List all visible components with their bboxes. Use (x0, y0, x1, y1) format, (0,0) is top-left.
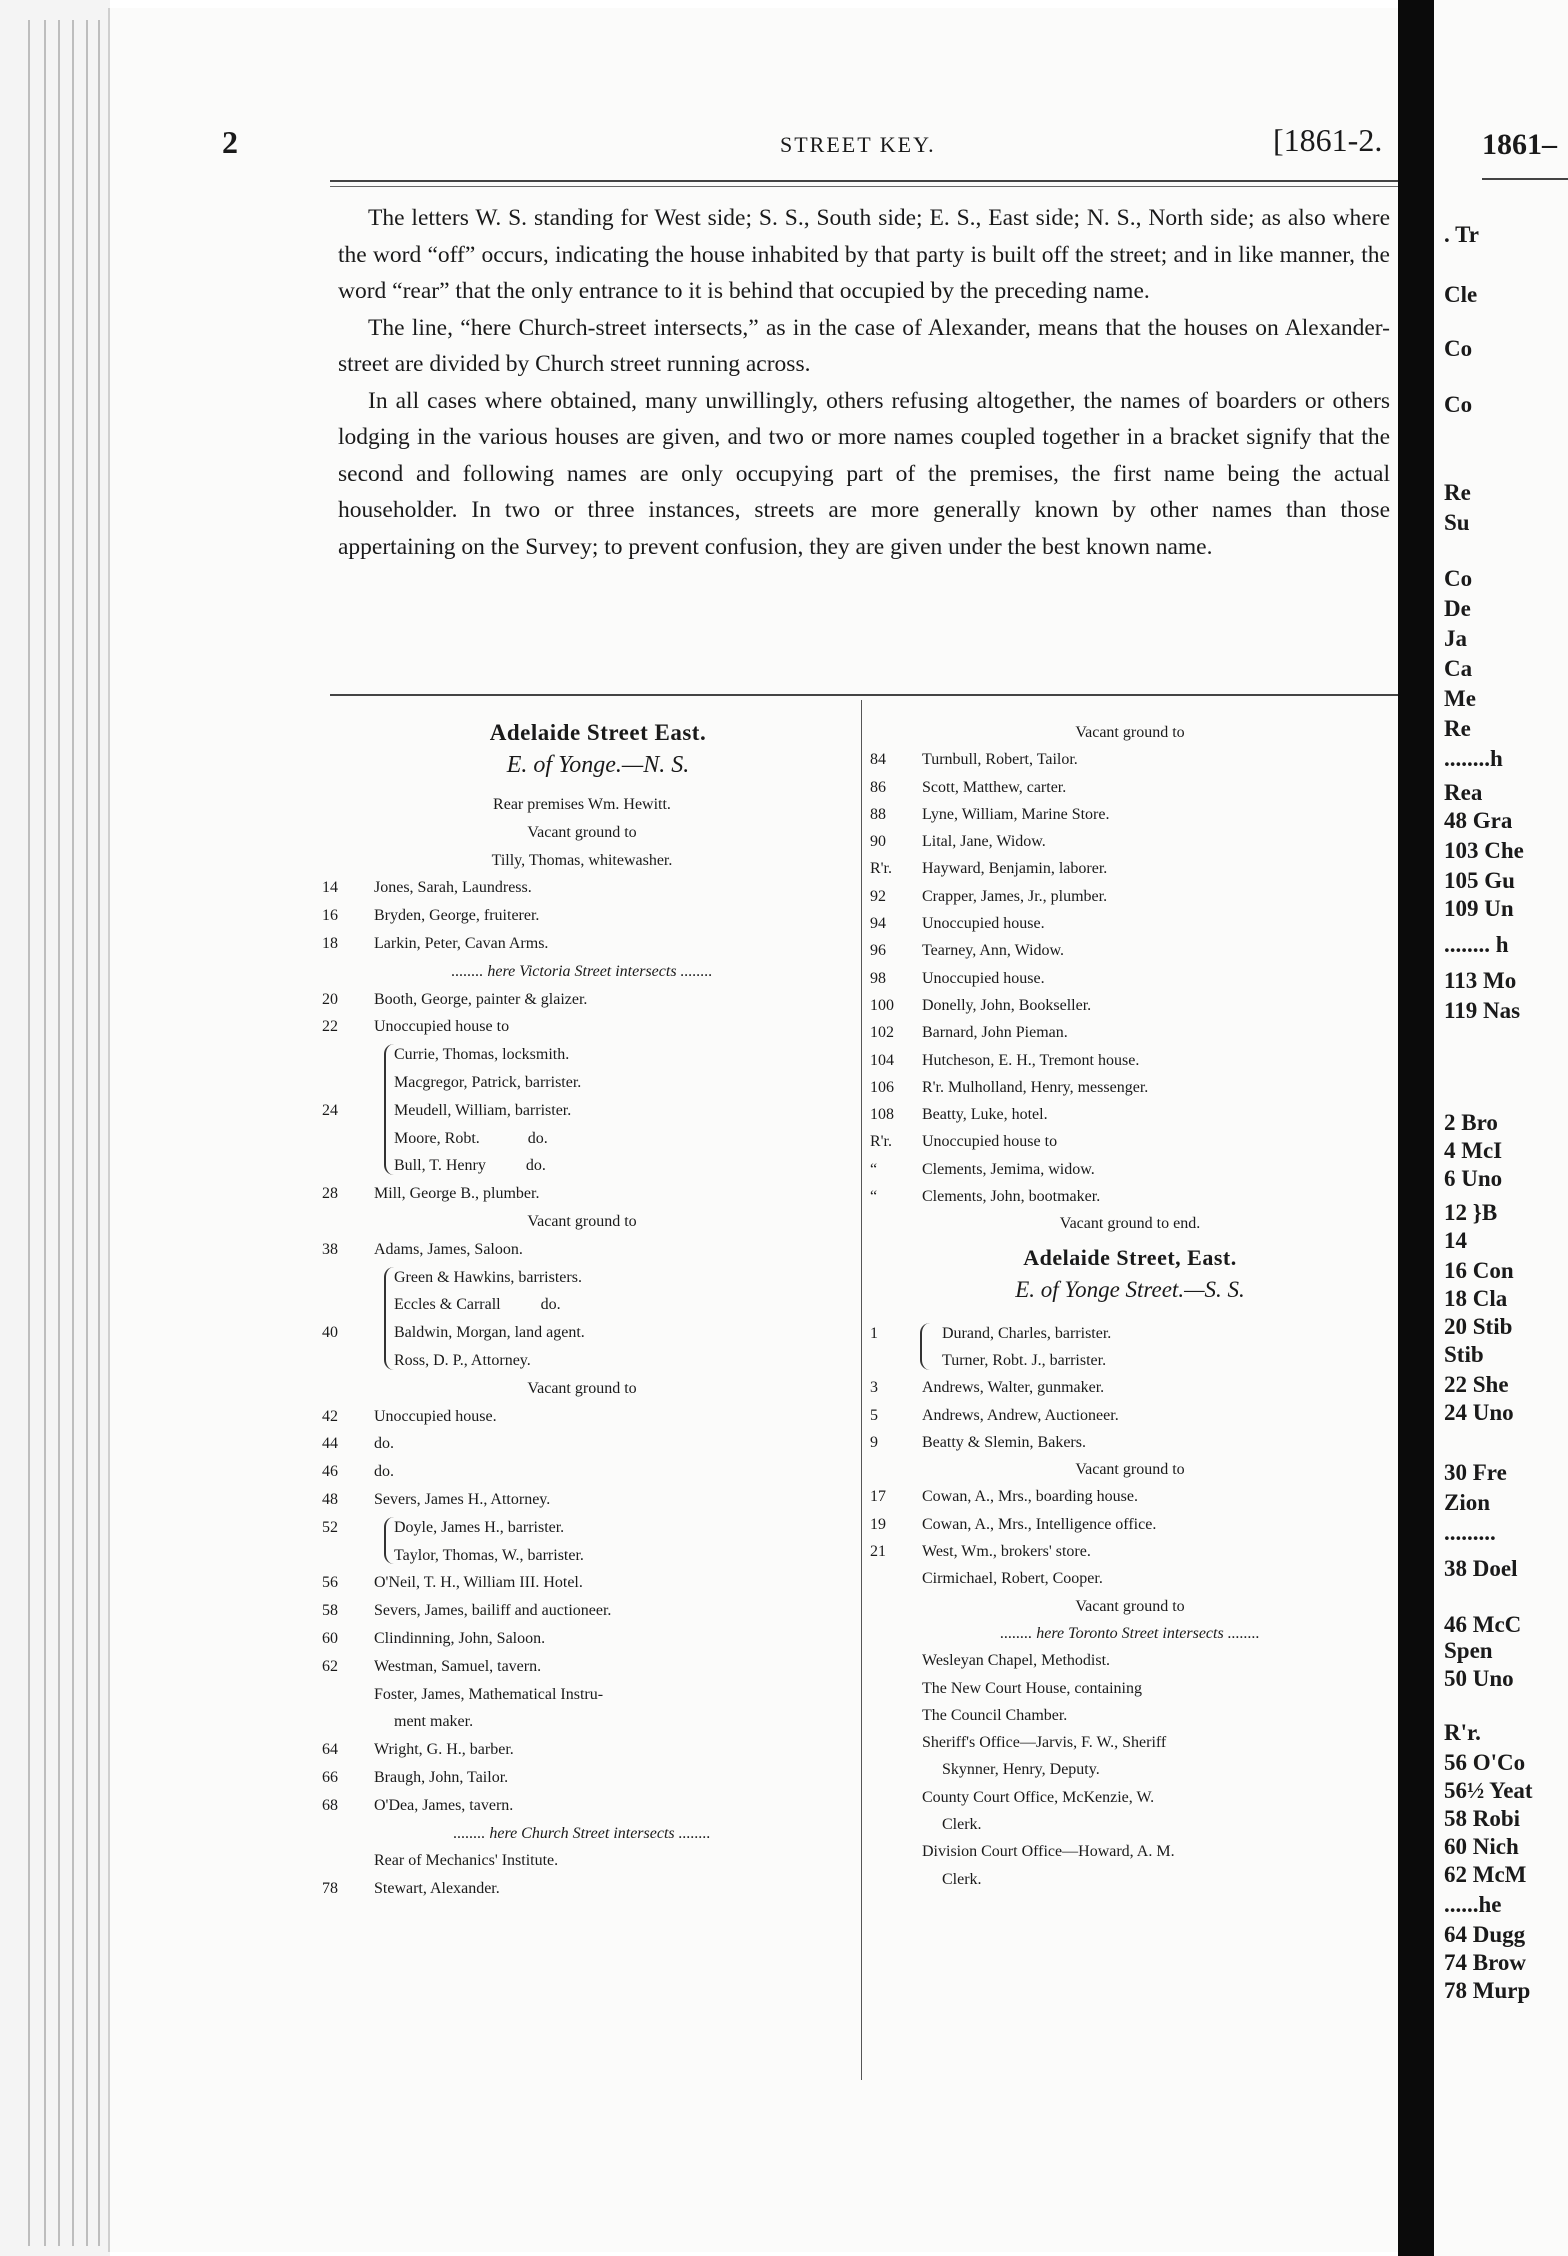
entry-text: Andrews, Andrew, Auctioneer. (922, 1407, 1119, 1424)
house-number: 42 (322, 1408, 338, 1425)
entry-text: Eccles & Carrall do. (394, 1296, 561, 1313)
entry-text: Hayward, Benjamin, laborer. (922, 860, 1108, 877)
entry-text: Vacant ground to (1075, 1461, 1185, 1478)
house-number: 28 (322, 1185, 338, 1202)
next-page-entry: Su (1444, 510, 1470, 535)
next-page-entry: 74 Brow (1444, 1950, 1526, 1975)
directory-entry (322, 957, 842, 987)
entry-text: Cirmichael, Robert, Cooper. (922, 1570, 1103, 1587)
entry-text: The New Court House, containing (922, 1680, 1142, 1697)
bracket-brace (920, 1323, 932, 1370)
directory-entry (870, 1455, 1390, 1485)
directory-entry (870, 1865, 1390, 1895)
directory-entry (870, 854, 1390, 884)
directory-entry (870, 882, 1390, 912)
house-number: 88 (870, 806, 886, 823)
directory-entry (870, 1810, 1390, 1840)
house-number: 22 (322, 1018, 338, 1035)
entry-text: Severs, James H., Attorney. (374, 1491, 551, 1508)
next-page-entry: 20 Stib (1444, 1314, 1513, 1339)
next-page-entry: 56 O'Co (1444, 1750, 1526, 1775)
entry-text: Lyne, William, Marine Store. (922, 806, 1110, 823)
house-number: 60 (322, 1630, 338, 1647)
entry-text: Crapper, James, Jr., plumber. (922, 888, 1108, 905)
next-page-entry: 64 Dugg (1444, 1922, 1526, 1947)
next-page-entry: 62 McM (1444, 1862, 1527, 1887)
directory-entry (322, 1596, 842, 1626)
directory-entry (870, 1018, 1390, 1048)
next-page-entry: 4 McI (1444, 1138, 1503, 1163)
directory-entry (322, 1207, 842, 1237)
entry-text: Vacant ground to (1075, 724, 1185, 741)
entry-text: Unoccupied house. (922, 970, 1045, 987)
house-number: 84 (870, 751, 886, 768)
entry-text: Clements, Jemima, widow. (922, 1161, 1095, 1178)
house-number: 40 (322, 1324, 338, 1341)
entry-text: Ross, D. P., Attorney. (394, 1352, 531, 1369)
house-number: 3 (870, 1379, 878, 1396)
next-page-entry: 6 Uno (1444, 1166, 1503, 1191)
next-page-entry: De (1444, 596, 1471, 621)
directory-entry (322, 1624, 842, 1654)
house-number: 58 (322, 1602, 338, 1619)
next-page-entry: . Tr (1444, 222, 1479, 247)
entry-text: Unoccupied house. (374, 1408, 497, 1425)
entry-text: Barnard, John Pieman. (922, 1024, 1068, 1041)
next-page-entry: Re (1444, 716, 1471, 741)
entry-text: Doyle, James H., barrister. (394, 1519, 565, 1536)
entry-text: Foster, James, Mathematical Instru- (374, 1686, 604, 1703)
directory-entry (870, 1046, 1390, 1076)
next-page-entry: ......... (1444, 1520, 1496, 1545)
entry-text: The Council Chamber. (922, 1707, 1068, 1724)
entry-text: Unoccupied house. (922, 915, 1045, 932)
next-page-fragment (1434, 0, 1568, 2256)
entry-text: Taylor, Thomas, W., barrister. (394, 1547, 584, 1564)
house-number: 92 (870, 888, 886, 905)
next-page-entry: Me (1444, 686, 1476, 711)
entry-text: Baldwin, Morgan, land agent. (394, 1324, 585, 1341)
entry-text: Larkin, Peter, Cavan Arms. (374, 935, 549, 952)
directory-entry (322, 873, 842, 903)
directory-entry (870, 1783, 1390, 1813)
next-page-rule (1482, 178, 1568, 180)
directory-entry (870, 827, 1390, 857)
entry-text: Tearney, Ann, Widow. (922, 942, 1065, 959)
next-page-entry: Zion (1444, 1490, 1491, 1515)
directory-entry (322, 1652, 842, 1682)
directory-entry (322, 1012, 842, 1042)
next-page-entry: 2 Bro (1444, 1110, 1498, 1135)
directory-entry (870, 1209, 1390, 1239)
directory-entry (322, 1513, 842, 1543)
house-number: 56 (322, 1574, 338, 1591)
entry-text: ment maker. (394, 1713, 474, 1730)
house-number: 98 (870, 970, 886, 987)
entry-text: Severs, James, bailiff and auctioneer. (374, 1602, 612, 1619)
entry-text: Braugh, John, Tailor. (374, 1769, 509, 1786)
street-heading: Adelaide Street, East. (1023, 1245, 1237, 1270)
entry-text: Clements, John, bootmaker. (922, 1188, 1101, 1205)
directory-entry (870, 991, 1390, 1021)
next-page-entry: 24 Uno (1444, 1400, 1514, 1425)
directory-entry (870, 1182, 1390, 1212)
directory-entry (322, 1263, 842, 1293)
directory-entry (870, 1755, 1390, 1785)
page-year: [1861-2. (1273, 122, 1383, 158)
house-number: 19 (870, 1516, 886, 1533)
next-page-entry: Co (1444, 336, 1473, 361)
entry-text: Cowan, A., Mrs., Intelligence office. (922, 1516, 1157, 1533)
next-page-entry: 105 Gu (1444, 868, 1515, 893)
next-page-entry: Ja (1444, 626, 1467, 651)
directory-entry (870, 1155, 1390, 1185)
next-page-entry: 113 Mo (1444, 968, 1517, 993)
directory-entry (322, 1735, 842, 1765)
next-page-entry: 16 Con (1444, 1258, 1514, 1283)
directory-entry (322, 1568, 842, 1598)
directory-entry (870, 1537, 1390, 1567)
entry-text: Donelly, John, Bookseller. (922, 997, 1092, 1014)
entry-text: R'r. Mulholland, Henry, messenger. (922, 1079, 1149, 1096)
directory-entry (870, 718, 1390, 748)
entry-text: Rear premises Wm. Hewitt. (493, 796, 671, 813)
house-number: 62 (322, 1658, 338, 1675)
entry-text: County Court Office, McKenzie, W. (922, 1789, 1155, 1806)
directory-entry (322, 1763, 842, 1793)
directory-entry (870, 1127, 1390, 1157)
directory-entry (870, 1346, 1390, 1376)
directory-entry (322, 1485, 842, 1515)
next-page-entry: Co (1444, 566, 1473, 591)
entry-text: Turnbull, Robert, Tailor. (922, 751, 1078, 768)
directory-entry (322, 1429, 842, 1459)
bracket-brace (384, 1517, 396, 1565)
entry-text: ........ here Church Street intersects ........ (453, 1825, 711, 1842)
house-number: 46 (322, 1463, 338, 1480)
directory-entry (870, 1619, 1390, 1649)
house-number: “ (870, 1188, 878, 1205)
entry-text: Scott, Matthew, carter. (922, 779, 1067, 796)
directory-entry (322, 1874, 842, 1904)
directory-entry (322, 1179, 842, 1209)
next-page-entry: ........ h (1444, 932, 1509, 957)
intro-paragraph: In all cases where obtained, many unwillingly, others refusing altogether, the names of boarders or others lodging in the various houses are given, and two or more names coupled together in a bracket signify that the second and following names are only occupying part of the premises, the first name being the actual householder. In two or three instances, streets are more generally known by other names than those appertaining on the Survey; to prevent confusion, they are given under the best known name. (338, 387, 1390, 560)
house-number: 1 (870, 1325, 878, 1342)
next-page-entry: Co (1444, 392, 1473, 417)
entry-text: do. (374, 1463, 394, 1480)
house-number: 52 (322, 1519, 338, 1536)
directory-entry (870, 1837, 1390, 1867)
entry-text: Hutcheson, E. H., Tremont house. (922, 1052, 1140, 1069)
intro-text (338, 200, 1390, 565)
house-number: 68 (322, 1797, 338, 1814)
next-page-entry: 38 Doel (1444, 1556, 1518, 1581)
entry-text: Rear of Mechanics' Institute. (374, 1852, 559, 1869)
column-divider (861, 700, 862, 2080)
entry-text: Beatty & Slemin, Bakers. (922, 1434, 1086, 1451)
directory-entry (870, 800, 1390, 830)
house-number: 102 (870, 1024, 894, 1041)
bracket-brace (384, 1267, 396, 1370)
directory-entry (870, 909, 1390, 939)
next-page-entry: Rea (1444, 780, 1483, 805)
directory-entry (322, 1346, 842, 1376)
house-number: 96 (870, 942, 886, 959)
directory-entry (870, 745, 1390, 775)
directory-entry (870, 1100, 1390, 1130)
directory-entry (322, 1541, 842, 1571)
entry-text: Meudell, William, barrister. (394, 1102, 572, 1119)
directory-entry (322, 1402, 842, 1432)
entry-text: Clerk. (942, 1816, 982, 1833)
entry-text: Unoccupied house to (374, 1018, 510, 1035)
directory-entry (870, 1564, 1390, 1594)
directory-entry (870, 1728, 1390, 1758)
directory-entry (870, 1428, 1390, 1458)
directory-entry (870, 1510, 1390, 1540)
entry-text: ........ here Victoria Street intersects ........ (451, 963, 713, 980)
entry-text: Clerk. (942, 1871, 982, 1888)
next-page-entry: 22 She (1444, 1372, 1509, 1397)
house-number: 21 (870, 1543, 886, 1560)
next-page-entry: Spen (1444, 1638, 1493, 1663)
house-number: 108 (870, 1106, 894, 1123)
next-page-entry: R'r. (1444, 1720, 1481, 1745)
next-page-entry: Cle (1444, 282, 1478, 307)
next-page-entry: 60 Nich (1444, 1834, 1519, 1859)
entry-text: O'Dea, James, tavern. (374, 1797, 514, 1814)
house-number: 9 (870, 1434, 878, 1451)
next-page-entry: 30 Fre (1444, 1460, 1507, 1485)
house-number: R'r. (870, 1133, 892, 1150)
entry-text: Clindinning, John, Saloon. (374, 1630, 546, 1647)
directory-entry (322, 1124, 842, 1154)
directory-entry (870, 936, 1390, 966)
house-number: R'r. (870, 860, 892, 877)
house-number: 20 (322, 991, 338, 1008)
page-edge-stack (0, 0, 110, 2256)
house-number: 24 (322, 1102, 338, 1119)
directory-entry (870, 1482, 1390, 1512)
next-page-entry: 56½ Yeat (1444, 1778, 1533, 1803)
directory-entry (870, 773, 1390, 803)
next-page-entry: 58 Robi (1444, 1806, 1521, 1831)
entry-text: Vacant ground to (527, 1380, 637, 1397)
entry-text: Mill, George B., plumber. (374, 1185, 540, 1202)
house-number: 90 (870, 833, 886, 850)
directory-entry (322, 985, 842, 1015)
directory-entry (322, 818, 842, 848)
directory-entry (322, 1151, 842, 1181)
directory-entry (322, 1707, 842, 1737)
entry-text: West, Wm., brokers' store. (922, 1543, 1091, 1560)
directory-entry (322, 790, 842, 820)
entry-text: Currie, Thomas, locksmith. (394, 1046, 570, 1063)
house-number: 38 (322, 1241, 338, 1258)
section-rule (330, 694, 1400, 696)
entry-text: Lital, Jane, Widow. (922, 833, 1046, 850)
house-number: 48 (322, 1491, 338, 1508)
next-page-entry: 50 Uno (1444, 1666, 1514, 1691)
house-number: 100 (870, 997, 894, 1014)
entry-text: Vacant ground to (527, 824, 637, 841)
directory-entry (322, 1457, 842, 1487)
next-page-entry: 12 }B (1444, 1200, 1498, 1225)
entry-text: Wesleyan Chapel, Methodist. (922, 1652, 1111, 1669)
entry-text: Durand, Charles, barrister. (942, 1325, 1112, 1342)
directory-entry (322, 929, 842, 959)
directory-entry (322, 1680, 842, 1710)
next-page-entry: ......he (1444, 1892, 1502, 1917)
entry-text: Unoccupied house to (922, 1133, 1058, 1150)
next-page-entry: Ca (1444, 656, 1473, 681)
next-page-entry: 48 Gra (1444, 808, 1513, 833)
directory-entry (322, 1096, 842, 1126)
directory-entry (870, 1073, 1390, 1103)
entry-text: Moore, Robt. do. (394, 1130, 548, 1147)
entry-text: Adams, James, Saloon. (374, 1241, 523, 1258)
directory-entry (322, 1290, 842, 1320)
directory-entry (322, 1819, 842, 1849)
next-page-entry: 18 Cla (1444, 1286, 1508, 1311)
entry-text: Skynner, Henry, Deputy. (942, 1761, 1100, 1778)
house-number: 66 (322, 1769, 338, 1786)
house-number: 5 (870, 1407, 878, 1424)
entry-text: Turner, Robt. J., barrister. (942, 1352, 1107, 1369)
directory-entry (870, 1592, 1390, 1622)
entry-text: do. (374, 1435, 394, 1452)
directory-entry (870, 1701, 1390, 1731)
street-subheading: E. of Yonge Street.—S. S. (1015, 1277, 1245, 1302)
house-number: 64 (322, 1741, 338, 1758)
entry-text: Bryden, George, fruiterer. (374, 907, 540, 924)
header-rule (330, 180, 1400, 182)
directory-entry (870, 1646, 1390, 1676)
page-number: 2 (222, 124, 238, 160)
entry-text: ........ here Toronto Street intersects ........ (1000, 1625, 1260, 1642)
intro-paragraph: The line, “here Church-street intersects,” as in the case of Alexander, means that the houses on Alexander-street are divided by Church street running across. (338, 314, 1390, 377)
entry-text: Stewart, Alexander. (374, 1880, 500, 1897)
directory-entry (322, 901, 842, 931)
directory-entry (870, 1401, 1390, 1431)
entry-text: Vacant ground to (1075, 1598, 1185, 1615)
house-number: 14 (322, 879, 338, 896)
directory-entry (322, 1846, 842, 1876)
directory-entry (322, 1068, 842, 1098)
house-number: “ (870, 1161, 878, 1178)
entry-text: Macgregor, Patrick, barrister. (394, 1074, 582, 1091)
house-number: 16 (322, 907, 338, 924)
header-rule-thin (330, 186, 1400, 187)
next-page-entry: 78 Murp (1444, 1978, 1531, 2003)
entry-text: Beatty, Luke, hotel. (922, 1106, 1048, 1123)
page-title: STREET KEY. (780, 132, 936, 157)
entry-text: Wright, G. H., barber. (374, 1741, 514, 1758)
entry-text: Andrews, Walter, gunmaker. (922, 1379, 1105, 1396)
entry-text: Cowan, A., Mrs., boarding house. (922, 1488, 1138, 1505)
entry-text: Sheriff's Office—Jarvis, F. W., Sheriff (922, 1734, 1167, 1751)
house-number: 106 (870, 1079, 894, 1096)
next-page-entry: Re (1444, 480, 1471, 505)
directory-entry (870, 1373, 1390, 1403)
directory-entry (870, 1674, 1390, 1704)
directory-entry (322, 1791, 842, 1821)
house-number: 44 (322, 1435, 338, 1452)
house-number: 78 (322, 1880, 338, 1897)
directory-entry (322, 1374, 842, 1404)
next-page-entry: Stib (1444, 1342, 1484, 1367)
intro-paragraph: The letters W. S. standing for West side; S. S., South side; E. S., East side; N. S., North side; as also where the word “off” occurs, indicating the house inhabited by that party is built off the street; and in like manner, the word “rear” that the only entrance to it is behind that occupied by the preceding name. (338, 205, 1390, 304)
next-page-entry: 103 Che (1444, 838, 1524, 863)
street-heading: Adelaide Street East. (489, 720, 707, 745)
directory-entry (322, 1040, 842, 1070)
house-number: 18 (322, 935, 338, 952)
next-page-entry: 119 Nas (1444, 998, 1521, 1023)
entry-text: O'Neil, T. H., William III. Hotel. (374, 1574, 583, 1591)
book-spine (1398, 0, 1434, 2256)
next-page-entry: 109 Un (1444, 896, 1514, 921)
entry-text: Vacant ground to end. (1059, 1215, 1201, 1232)
next-page-entry: 14 (1444, 1228, 1467, 1253)
entry-text: Tilly, Thomas, whitewasher. (491, 852, 673, 869)
house-number: 104 (870, 1052, 894, 1069)
house-number: 17 (870, 1488, 886, 1505)
entry-text: Booth, George, painter & glaizer. (374, 991, 588, 1008)
street-subheading: E. of Yonge.—N. S. (506, 752, 690, 778)
directory-entry (870, 964, 1390, 994)
directory-entry (322, 1318, 842, 1348)
next-page-entry: 46 McC (1444, 1612, 1522, 1637)
entry-text: Vacant ground to (527, 1213, 637, 1230)
directory-entry (322, 1235, 842, 1265)
entry-text: Bull, T. Henry do. (394, 1157, 546, 1174)
entry-text: Green & Hawkins, barristers. (394, 1269, 582, 1286)
house-number: 94 (870, 915, 886, 932)
house-number: 86 (870, 779, 886, 796)
directory-entry (322, 846, 842, 876)
entry-text: Division Court Office—Howard, A. M. (922, 1843, 1175, 1860)
next-page-header: 1861– (1482, 128, 1557, 161)
directory-entry (870, 1319, 1390, 1349)
entry-text: Westman, Samuel, tavern. (374, 1658, 542, 1675)
bracket-brace (384, 1044, 396, 1175)
next-page-entry: ........h (1444, 746, 1503, 771)
entry-text: Jones, Sarah, Laundress. (374, 879, 532, 896)
